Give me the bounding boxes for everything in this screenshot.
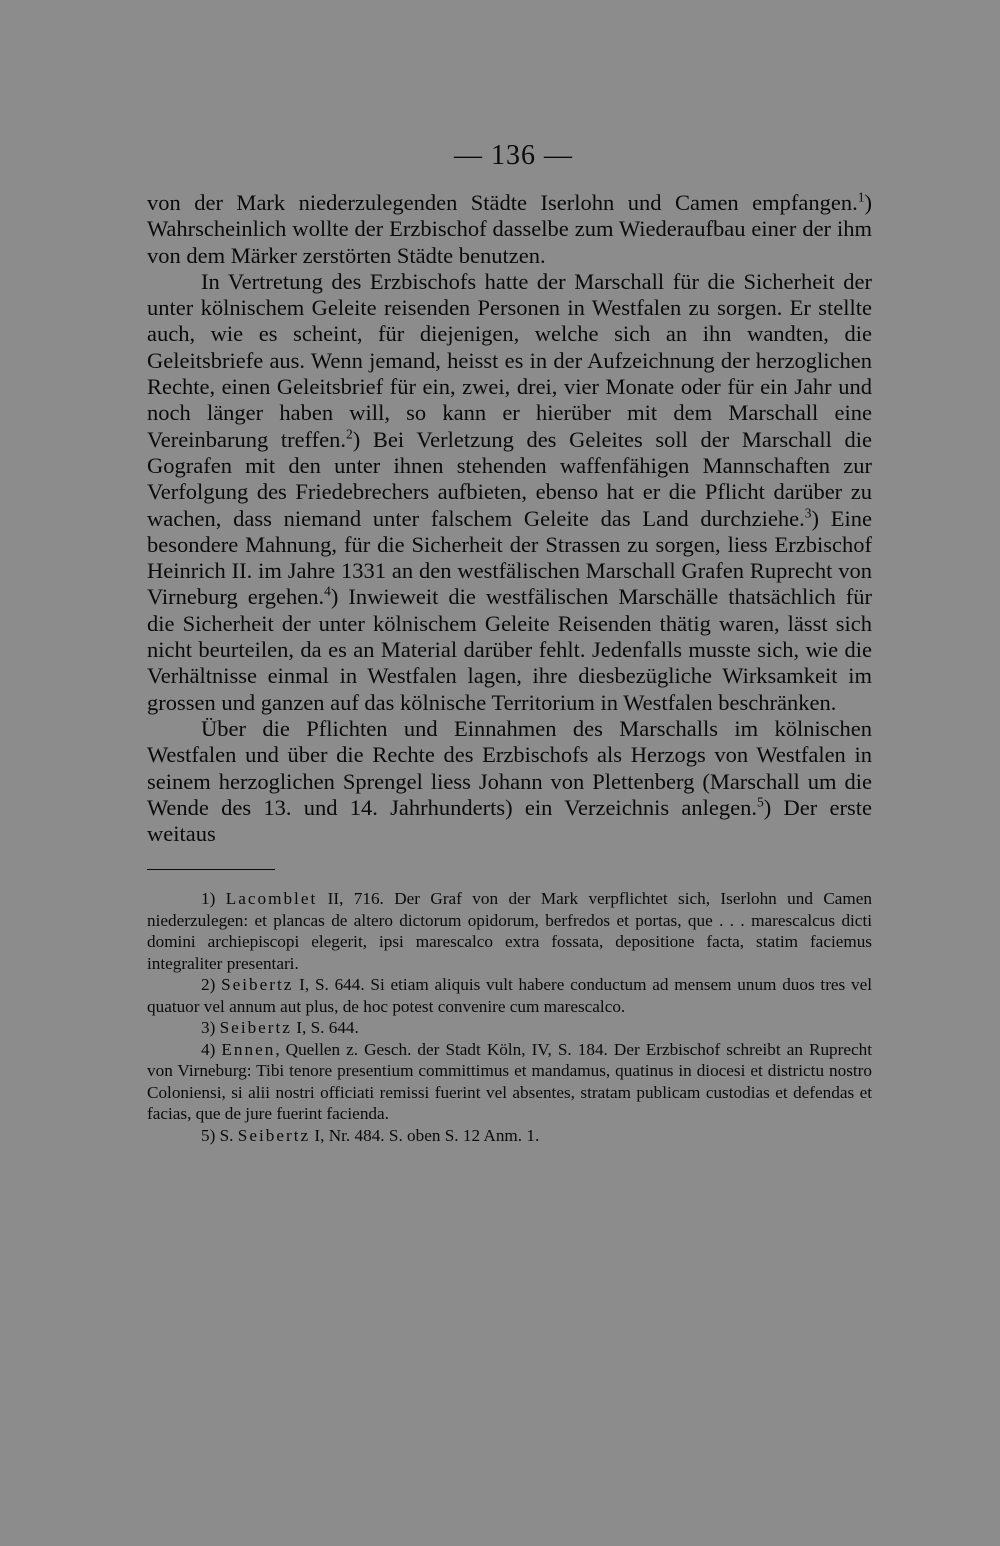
paragraph-3 — [147, 716, 872, 847]
text-run: ) Wahrscheinlich wollte der Erzbischof dasselbe zum Wiederaufbau einer der ihm von dem Märker zerstörten Städte benutzen. — [147, 190, 872, 268]
footnote-author: Seibertz — [237, 1125, 311, 1145]
footnote-author: Seibertz — [221, 975, 294, 995]
footnote-3 — [147, 1017, 872, 1039]
footnote-ref-4: 4 — [324, 583, 331, 599]
text-run: ) Bei Verletzung des Geleites soll der Marschall die Gografen mit den unter ihnen stehenden waffenfähigen Mannschaften zur Verfolgung des Friedebrechers aufbieten, ebenso hat er die Pflicht darüber zu wachen, dass niemand unter falschem Geleite das Land durchziehe. — [147, 426, 873, 531]
footnote-text: , Quellen z. Gesch. der Stadt Köln, IV, S. 184. Der Erzbischof schreibt an Ruprecht von Virneburg: Tibi tenore presentium committimus et mandamus, quatinus in diocesi et districtu nostro Coloniensi, si alii nostri officiati remissi fuerint vel absentes, stratam publicam custodias et defendas et facias, que de jure fuerint facienda. — [147, 1039, 872, 1124]
footnote-1 — [147, 888, 872, 974]
footnotes — [147, 888, 872, 1146]
footnote-author: Ennen — [221, 1039, 276, 1059]
paragraph-1 — [147, 190, 872, 269]
footnote-2 — [147, 974, 872, 1017]
footnote-text: I, Nr. 484. S. oben S. 12 Anm. 1. — [310, 1125, 540, 1145]
footnote-author: Seibertz — [219, 1018, 292, 1038]
footnote-number: 1) — [201, 889, 216, 909]
footnote-number: 5) — [201, 1125, 216, 1145]
footnote-text: I, S. 644. — [291, 1018, 359, 1038]
footnote-prefix: S. — [215, 1125, 238, 1145]
footnote-ref-5: 5 — [757, 794, 764, 810]
footnote-number: 2) — [201, 975, 216, 995]
footnote-4 — [147, 1039, 872, 1125]
text-run: ) Eine besondere Mahnung, für die Sicherheit der Strassen zu sorgen, liess Erzbischof Heinrich II. im Jahre 1331 an den westfälischen Marschall Grafen Ruprecht von Virneburg ergehen. — [147, 505, 873, 610]
footnote-number: 3) — [201, 1018, 216, 1038]
paragraph-2 — [147, 269, 872, 716]
footnote-ref-3: 3 — [804, 505, 812, 521]
page-number: — 136 — — [454, 140, 573, 171]
main-text — [147, 190, 872, 847]
text-run: ) Der erste weitaus — [147, 794, 872, 847]
text-run: ) Inwieweit die westfälischen Marschälle thatsächlich für die Sicherheit der unter kölnischem Geleite Reisenden thätig waren, lässt sich nicht beurteilen, da es an Material darüber fehlt. Jedenfalls musste sich, wie die Verhältnisse einmal in Westfalen lagen, ihre diesbezügliche Wirksamkeit im grossen und ganzen auf das kölnische Territorium in Westfalen beschränken. — [147, 584, 872, 715]
footnote-separator — [147, 869, 275, 870]
text-run: In Vertretung des Erzbischofs hatte der Marschall für die Sicherheit der unter kölnischem Geleite reisenden Personen in Westfalen zu sorgen. Er stellte auch, wie es scheint, für diejenigen, welche sich an ihn wandten, die Geleitsbriefe aus. Wenn jemand, heisst es in der Aufzeichnung der herzoglichen Rechte, einen Geleitsbrief für ein, zwei, drei, vier Monate oder für ein Jahr und noch länger haben will, so kann er hierüber mit dem Marschall eine Vereinbarung treffen. — [147, 268, 872, 452]
text-run: Über die Pflichten und Einnahmen des Marschalls im kölnischen Westfalen und über die Rechte des Erzbischofs als Herzogs von Westfalen in seinem herzoglichen Sprengel liess Johann von Plettenberg (Marschall um die Wende des 13. und 14. Jahrhunderts) ein Verzeichnis anlegen. — [147, 715, 872, 820]
footnote-author: Lacomblet — [225, 889, 318, 909]
footnote-number: 4) — [201, 1039, 216, 1059]
footnote-ref-1: 1 — [857, 189, 865, 205]
footnote-ref-2: 2 — [346, 426, 353, 442]
footnote-text: II, 716. Der Graf von der Mark verpflichtet sich, Iserlohn und Camen niederzulegen: et plancas de altero dictorum opidorum, berfredos et portas, que . . . marescalcus dicti domini archiepiscopi elegerit, ipsi marescalco extra fossata, depositione facta, statim faciemus integraliter presentari. — [147, 889, 873, 973]
footnote-text: I, S. 644. Si etiam aliquis vult habere conductum ad mensem unum duos tres vel quatuor vel annum aut plus, de hoc potest convenire cum marescalco. — [147, 975, 872, 1016]
footnote-5 — [147, 1125, 872, 1147]
text-run: von der Mark niederzulegenden Städte Iserlohn und Camen empfangen. — [147, 190, 858, 215]
